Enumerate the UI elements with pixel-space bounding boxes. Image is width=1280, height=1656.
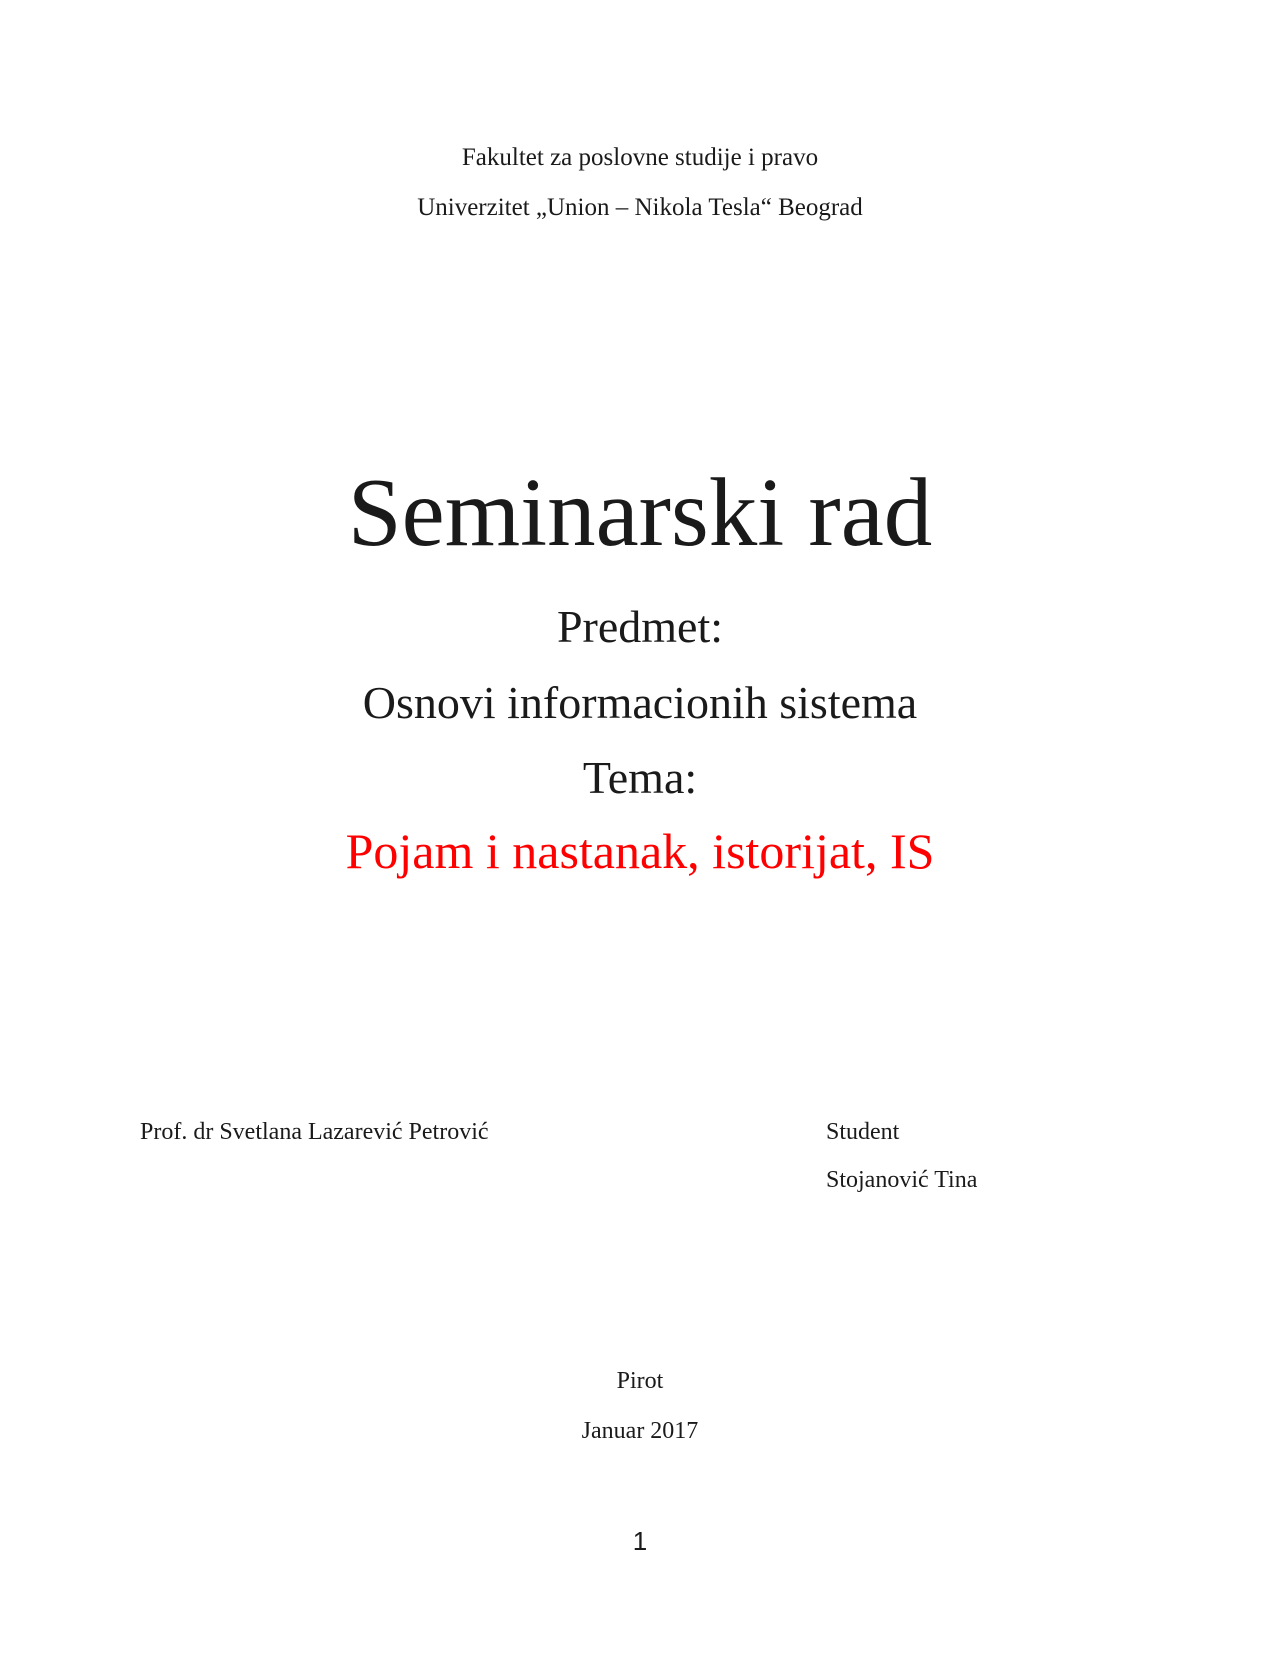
- professor-name: Prof. dr Svetlana Lazarević Petrović: [140, 1119, 489, 1145]
- institution-faculty: Fakultet za poslovne studije i pravo: [461, 144, 819, 171]
- topic-name: Pojam i nastanak, istorijat, IS: [345, 823, 935, 879]
- institution-university: Univerzitet „Union – Nikola Tesla“ Beograd: [417, 194, 863, 221]
- student-name: Stojanović Tina: [826, 1167, 978, 1193]
- subject-name: Osnovi informacionih sistema: [362, 677, 918, 728]
- document-title: Seminarski rad: [347, 459, 933, 566]
- student-label: Student: [826, 1119, 900, 1145]
- date: Januar 2017: [581, 1418, 699, 1444]
- page-number: 1: [632, 1526, 648, 1556]
- topic-label: Tema:: [582, 752, 698, 803]
- place: Pirot: [616, 1368, 664, 1394]
- subject-label: Predmet:: [556, 601, 724, 652]
